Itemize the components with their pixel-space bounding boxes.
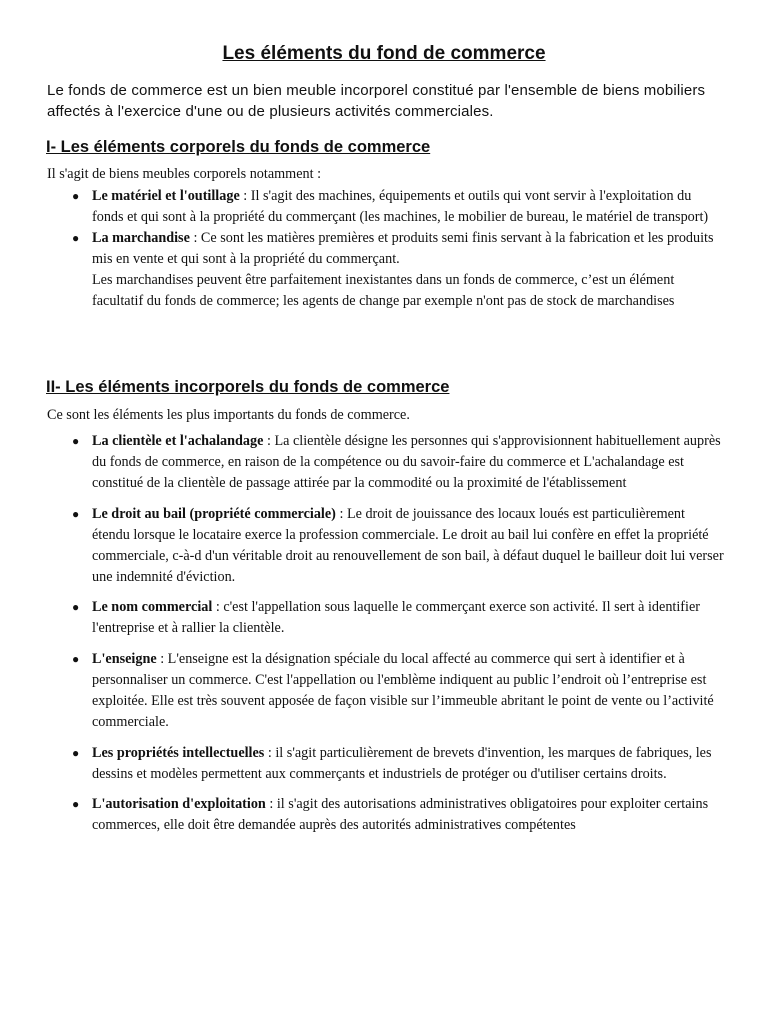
list-item xyxy=(0,431,768,494)
page-title: Les éléments du fond de commerce xyxy=(222,43,546,64)
item-term: Le nom commercial xyxy=(92,599,213,616)
bullet-icon: ● xyxy=(72,231,80,245)
bullet-list-incorporels xyxy=(0,431,768,846)
list-item xyxy=(0,743,768,785)
item-term: L'autorisation d'exploitation xyxy=(92,796,266,813)
item-text: : La clientèle désigne les personnes qui s'approvisionnent habituellement auprès du fonds de commerce, en raison de la compétence ou du savoir-faire du commerce et L'achalandage est constitué de la clientèle de passage attirée par la commodité ou la proximité de l'établissement xyxy=(92,433,721,491)
list-item xyxy=(0,504,768,588)
item-text: : Ce sont les matières premières et produits semi finis servant à la fabrication et les produits mis en vente et qui sont à la propriété du commerçant. xyxy=(92,230,714,267)
list-item xyxy=(0,186,768,228)
intro-paragraph: Le fonds de commerce est un bien meuble incorporel constitué par l'ensemble de biens mobiliers affectés à l'exercice d'une ou de plusieurs activités commerciales. xyxy=(47,82,706,120)
section-heading-incorporels: II- Les éléments incorporels du fonds de commerce xyxy=(46,378,450,396)
item-term: Les propriétés intellectuelles xyxy=(92,744,265,761)
bullet-icon: ● xyxy=(72,434,80,448)
bullet-icon: ● xyxy=(72,652,80,667)
item-term: La marchandise xyxy=(92,230,190,246)
bullet-list-corporels xyxy=(0,186,768,312)
list-item xyxy=(0,228,768,312)
bullet-icon: ● xyxy=(72,745,80,760)
section-intro-corporels: Il s'agit de biens meubles corporels notamment : xyxy=(47,166,322,182)
list-item xyxy=(0,794,768,836)
item-text: : il s'agit particulièrement de brevets d'invention, les marques de fabriques, les dessins et modèles permettent aux commerçants et industriels de protéger ou d'utiliser certains droits. xyxy=(92,744,712,782)
bullet-icon: ● xyxy=(72,189,80,203)
item-text: : Le droit de jouissance des locaux loués est particulièrement étendu lorsque le locataire exerce la profession commerciale. Le droit au bail lui confère en effet la propriété commerciale, c-à-d d'un véritable droit au renouvellement de son bail, à défaut duquel le bailleur doit lui verser une indemnité d'éviction. xyxy=(92,505,724,585)
item-extra-text: Les marchandises peuvent être parfaitement inexistantes dans un fonds de commerce, c’est un élément facultatif du fonds de commerce; les agents de change par exemple n'ont pas de stock de marchandises xyxy=(92,272,675,309)
item-term: La clientèle et l'achalandage xyxy=(92,433,264,449)
section-heading-corporels: I- Les éléments corporels du fonds de commerce xyxy=(46,138,431,156)
section-intro-incorporels: Ce sont les éléments les plus importants du fonds de commerce. xyxy=(47,407,410,423)
bullet-icon: ● xyxy=(72,797,80,812)
item-text: : Il s'agit des machines, équipements et outils qui vont servir à l'exploitation du fonds et qui sont à la propriété du commerçant (les machines, le mobilier de bureau, le matériel de transport) xyxy=(92,188,709,225)
item-text: : il s'agit des autorisations administratives obligatoires pour exploiter certains commerces, elle doit être demandée auprès des autorités administratives compétentes xyxy=(92,796,709,834)
bullet-icon: ● xyxy=(72,600,80,615)
list-item xyxy=(0,649,768,733)
item-text: : c'est l'appellation sous laquelle le commerçant exerce son activité. Il sert à identifier l'entreprise et à rallier la clientèle. xyxy=(92,599,700,637)
item-term: Le droit au bail (propriété commerciale) xyxy=(92,505,336,522)
item-term: Le matériel et l'outillage xyxy=(92,188,240,204)
item-term: L'enseigne xyxy=(92,651,157,668)
bullet-icon: ● xyxy=(72,506,80,521)
item-text: : L'enseigne est la désignation spéciale du local affecté au commerce qui sert à identifier et à personnaliser un commerce. C'est l'appellation ou l'emblème indiquent au public l’endroit où l’entreprise est exploitée. Elle est très souvent apposée de façon visible sur l’immeuble abritant le point de vente ou l’activité commerciale. xyxy=(92,651,714,731)
list-item xyxy=(0,597,768,639)
